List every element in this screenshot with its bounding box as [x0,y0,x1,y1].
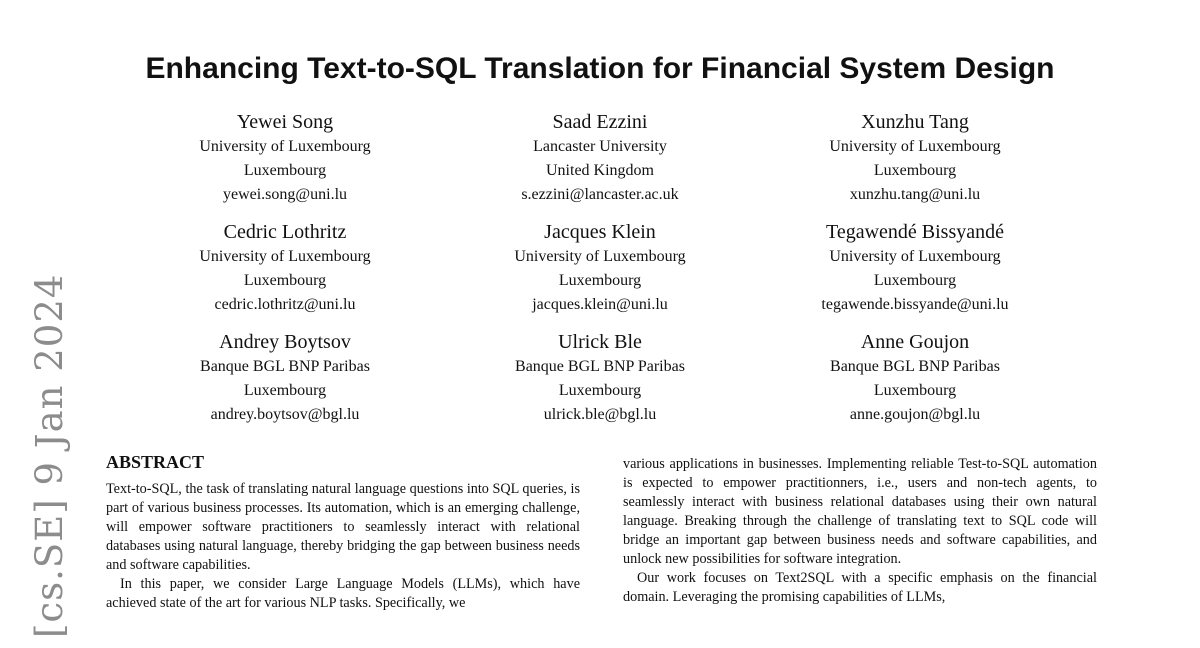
abstract-paragraph: various applications in businesses. Implementing reliable Test-to-SQL automation is expected to empower practitionners, i.e., users and non-tech agents, to seamlessly interact with business relational databases using their own natural language. Breaking through the challenge of translating text to SQL code will bridge an important gap between business needs and software capabilities, and unlock new possibilities for software integration. [623,456,1097,567]
author-email: cedric.lothritz@uni.lu [214,296,356,313]
arxiv-identifier-stamp: [cs.SE] 9 Jan 2024 [28,273,71,638]
author-email: s.ezzini@lancaster.ac.uk [521,186,679,203]
author-name: Anne Goujon [860,331,970,353]
author-name: Xunzhu Tang [861,111,969,133]
author-entry [140,220,430,317]
author-name: Yewei Song [236,111,334,133]
author-affiliation: University of Luxembourg [829,248,1001,265]
author-country: Luxembourg [558,382,642,399]
author-affiliation: University of Luxembourg [514,248,686,265]
author-email: yewei.song@uni.lu [222,186,348,203]
author-name: Andrey Boytsov [219,331,351,353]
author-entry [770,330,1060,427]
abstract-left-column [106,451,580,613]
author-entry [770,110,1060,207]
author-entry [770,220,1060,317]
author-email: ulrick.ble@bgl.lu [543,406,657,423]
author-affiliation: University of Luxembourg [199,138,371,155]
author-entry [455,220,745,317]
abstract-paragraph: Text-to-SQL, the task of translating natural language questions into SQL queries, is part of various business processes. Its automation, which is an emerging challenge, will empower software practitioners to seamlessly interact with relational databases using natural language, thereby bridging the gap between business needs and software capabilities. [106,481,580,573]
author-affiliation: University of Luxembourg [199,248,371,265]
author-affiliation: Lancaster University [533,138,667,155]
abstract-paragraph: Our work focuses on Text2SQL with a specific emphasis on the financial domain. Leveraging the promising capabilities of LLMs, [623,570,1097,605]
paper-title: Enhancing Text-to-SQL Translation for Financial System Design [145,52,1055,85]
author-country: Luxembourg [873,382,957,399]
author-name: Jacques Klein [544,221,656,243]
author-name: Saad Ezzini [552,111,648,133]
abstract-paragraph: In this paper, we consider Large Language Models (LLMs), which have achieved state of the art for various NLP tasks. Specifically, we [106,576,580,611]
author-affiliation: Banque BGL BNP Paribas [830,358,1000,375]
author-email: anne.goujon@bgl.lu [849,406,981,423]
author-country: Luxembourg [558,272,642,289]
author-affiliation: Banque BGL BNP Paribas [515,358,685,375]
author-country: Luxembourg [873,272,957,289]
author-country: Luxembourg [243,382,327,399]
author-affiliation: University of Luxembourg [829,138,1001,155]
author-country: Luxembourg [243,272,327,289]
author-entry [455,330,745,427]
author-entry [140,110,430,207]
author-entry [140,330,430,427]
author-block [140,110,1060,427]
author-affiliation: Banque BGL BNP Paribas [200,358,370,375]
author-country: Luxembourg [243,162,327,179]
author-email: tegawende.bissyande@uni.lu [821,296,1009,313]
author-name: Tegawendé Bissyandé [826,221,1004,243]
author-name: Ulrick Ble [558,331,642,353]
author-country: United Kingdom [546,162,654,179]
author-email: jacques.klein@uni.lu [532,296,668,313]
author-country: Luxembourg [873,162,957,179]
author-entry [455,110,745,207]
abstract-right-column [623,455,1097,607]
abstract-heading: ABSTRACT [106,452,205,472]
author-email: xunzhu.tang@uni.lu [849,186,981,203]
author-email: andrey.boytsov@bgl.lu [210,406,360,423]
author-name: Cedric Lothritz [223,221,347,243]
